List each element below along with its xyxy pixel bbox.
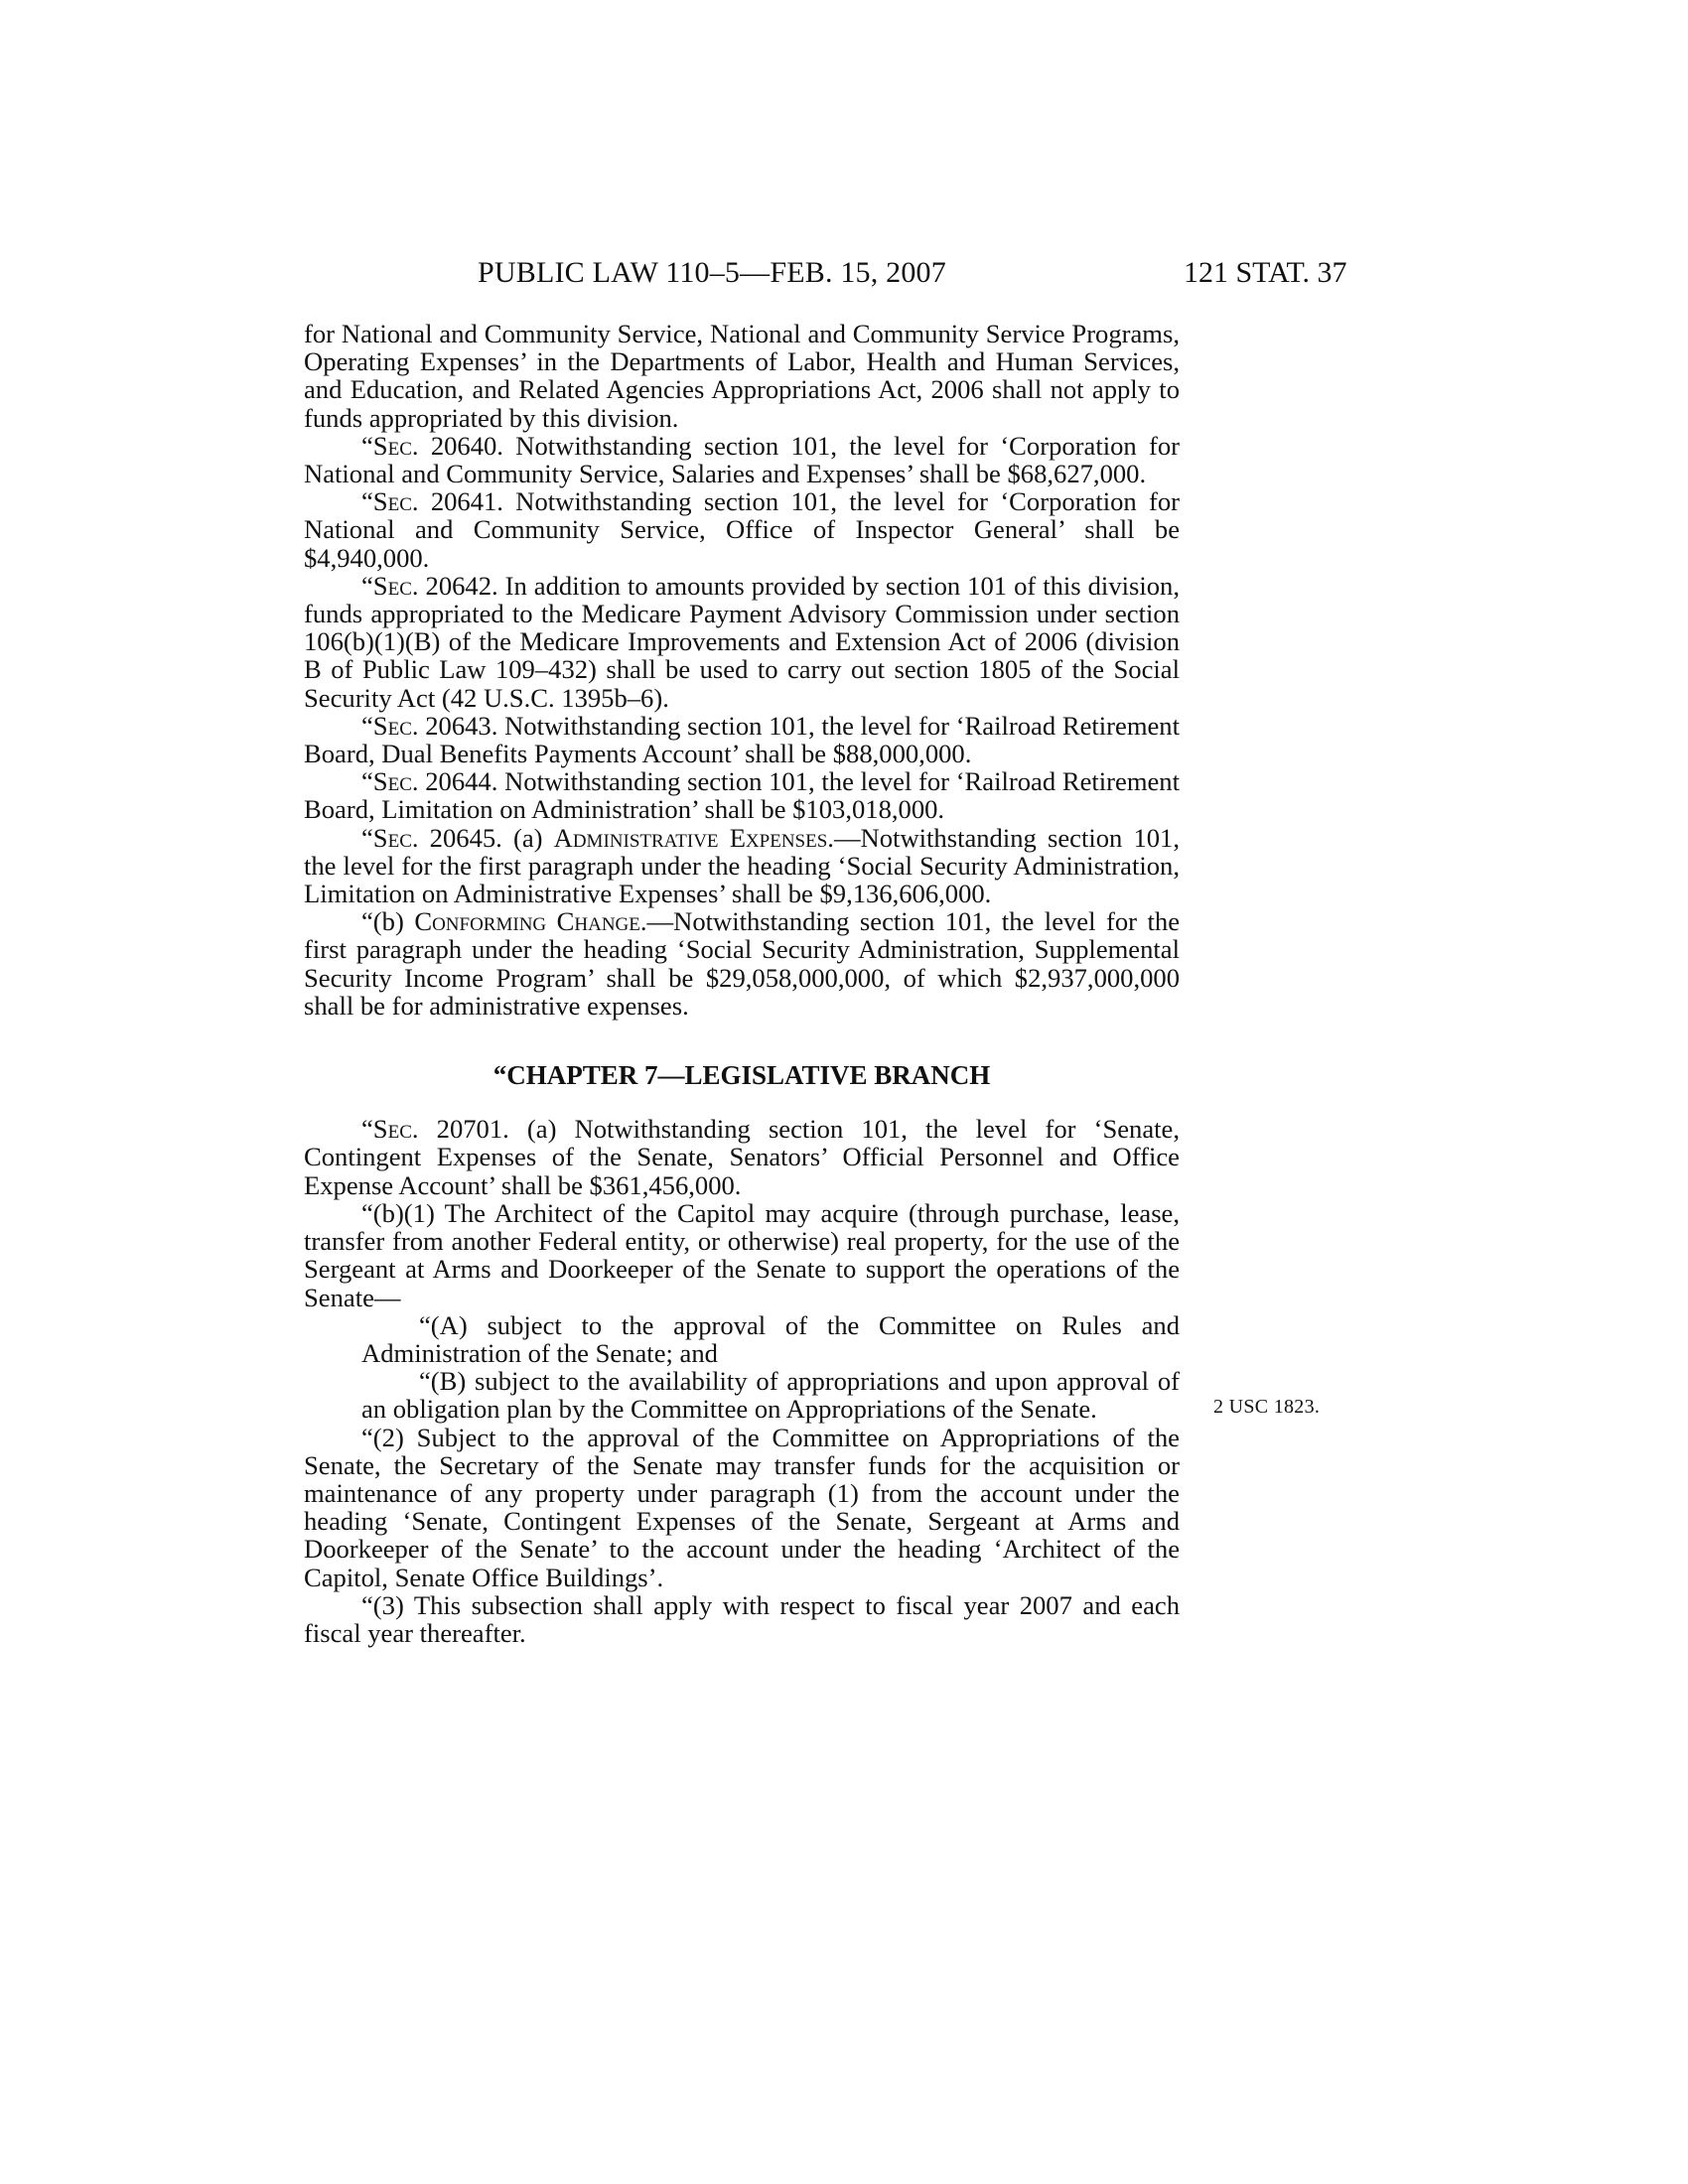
section-20701 [304,1115,1180,1199]
paragraph-continuation: for National and Community Service, National and Community Service Programs, Operating Expenses’ in the Departments of Labor, Health and Human Services, and Education, and Related Agencies Appropriations Act, 2006 shall not apply to funds appropriated by this division. [304,319,1180,433]
section-text: 20642. In addition to amounts provided by section 101 of this division, funds appropriated to the Medicare Payment Advisory Commission under section 106(b)(1)(B) of the Medicare Improvements and Extension Act of 2006 (division B of Public Law 109–432) shall be used to carry out section 1805 of the Social Security Act (42 U.S.C. 1395b–6). [304,570,1180,713]
subsection-heading: Conforming Change. [414,906,647,937]
section-text: 20644. Notwithstanding section 101, the level for ‘Railroad Retirement Board, Limitation on Administration’ shall be $103,018,000. [304,766,1180,825]
section-text-rest: —Notwithstanding section 101, the level for the first paragraph under the heading ‘Social Security Administration, Limitation on Administrative Expenses’ shall be $9,136,606,000. [304,822,1180,909]
page-header-title: PUBLIC LAW 110–5—FEB. 15, 2007 [478,256,946,289]
sec-label: “Sec. [361,486,419,517]
section-text: 20701. (a) Notwithstanding section 101, the level for ‘Senate, Contingent Expenses of the Senate, Senators’ Official Personnel and Office Expense Account’ shall be $361,456,000. [304,1114,1180,1200]
sec-label: “Sec. [361,710,419,741]
section-20644 [304,767,1180,823]
section-text-rest: —Notwithstanding section 101, the level for the first paragraph under the heading ‘Social Security Administration, Supplemental Security Income Program’ shall be $29,058,000,000, of which $2,937,000,000 shall be for administrative expenses. [304,906,1180,1021]
sec-label: “Sec. [361,1114,419,1145]
document-body [304,320,1180,1647]
running-head [0,256,1688,296]
section-20643 [304,712,1180,767]
sec-label: “Sec. [361,430,419,461]
section-text: 20643. Notwithstanding section 101, the level for ‘Railroad Retirement Board, Dual Benefits Payments Account’ shall be $88,000,000. [304,710,1180,769]
section-text: 20640. Notwithstanding section 101, the level for ‘Corporation for National and Community Service, Salaries and Expenses’ shall be $68,627,000. [304,430,1180,489]
section-20641 [304,487,1180,572]
sec-label: “Sec. [361,766,419,797]
margin-citation: 2 USC 1823. [1213,1396,1321,1418]
subsection-lead: “(b) [361,906,415,937]
section-text: 20641. Notwithstanding section 101, the level for ‘Corporation for National and Community Service, Office of Inspector General’ shall be $4,940,000. [304,486,1180,573]
section-20642 [304,572,1180,712]
subsection-heading: Administrative Expenses. [553,822,834,853]
section-20645 [304,824,1180,908]
sec-label: “Sec. [361,570,419,601]
section-text: 20645. (a) [418,822,554,853]
subsection-b1: “(b)(1) The Architect of the Capitol may acquire (through purchase, lease, transfer from another Federal entity, or otherwise) real property, for the use of the Sergeant at Arms and Doorkeeper of the Senate to support the operations of the Senate— [304,1197,1180,1312]
chapter-heading: “CHAPTER 7—LEGISLATIVE BRANCH [492,1060,991,1091]
section-20640 [304,432,1180,487]
paragraph-3: “(3) This subsection shall apply with respect to fiscal year 2007 and each fiscal year thereafter. [304,1589,1180,1648]
sec-label: “Sec. [361,822,419,853]
page-number: 121 STAT. 37 [1184,256,1347,289]
subsection-b-conforming [304,907,1180,1020]
clause-b: “(B) subject to the availability of appropriations and upon approval of an obligation plan by the Committee on Appropriations of the Senate. [361,1366,1180,1425]
paragraph-2: “(2) Subject to the approval of the Committee on Appropriations of the Senate, the Secretary of the Senate may transfer funds for the acquisition or maintenance of any property under paragraph (1) from the account under the heading ‘Senate, Contingent Expenses of the Senate, Sergeant at Arms and Doorkeeper of the Senate’ to the account under the heading ‘Architect of the Capitol, Senate Office Buildings’. [304,1422,1180,1592]
clause-a: “(A) subject to the approval of the Committee on Rules and Administration of the Senate; and [361,1309,1180,1368]
